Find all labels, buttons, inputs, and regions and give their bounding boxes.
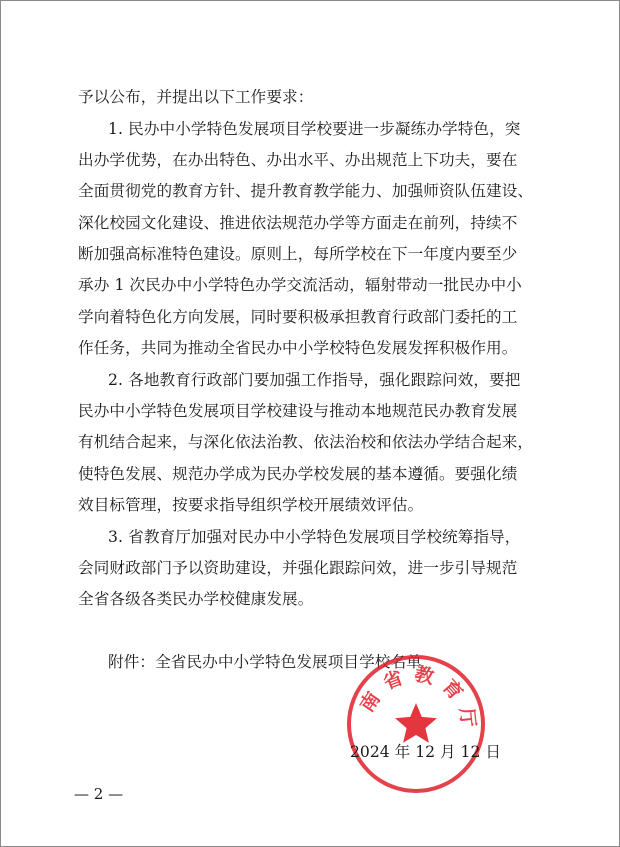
official-seal	[345, 653, 487, 795]
item-1-line-2: 出办学优势，在办出特色、办出水平、办出规范上下功夫，要在	[78, 151, 518, 169]
document-date: 2024 年 12 月 12 日	[350, 743, 501, 761]
item-3-line-3: 全省各级各类民办学校健康发展。	[78, 590, 314, 608]
item-2-line-4: 使特色发展、规范办学成为民办学校发展的基本遵循。要强化绩	[78, 465, 518, 483]
attachment-note: 附件：全省民办中小学特色发展项目学校名单	[108, 653, 422, 671]
item-2-line-2: 民办中小学特色发展项目学校建设与推动本地规范民办教育发展	[78, 402, 518, 420]
item-2-line-3: 有机结合起来，与深化依法治教、依法治校和依法办学结合起来，	[78, 433, 534, 451]
seal-star-icon	[395, 703, 437, 743]
item-2-line-1: 2. 各地教育行政部门要加强工作指导，强化跟踪问效，要把	[108, 371, 521, 389]
page-number: — 2 —	[74, 785, 124, 803]
seal-text: 南省教育厅	[355, 662, 481, 738]
item-3-line-1: 3. 省教育厅加强对民办中小学特色发展项目学校统筹指导，	[108, 528, 521, 546]
item-3-line-2: 会同财政部门予以资助建设，并强化跟踪问效，进一步引导规范	[78, 559, 518, 577]
item-1-line-8: 作任务，共同为推动全省民办中小学校特色发展发挥积极作用。	[78, 339, 518, 357]
item-1-line-6: 承办 1 次民办中小学特色办学交流活动，辐射带动一批民办中小	[78, 276, 522, 294]
item-2-line-5: 效目标管理，按要求指导组织学校开展绩效评估。	[78, 496, 424, 514]
item-1-line-3: 全面贯彻党的教育方针、提升教育教学能力、加强师资队伍建设、	[78, 182, 534, 200]
item-1-line-7: 学向着特色化方向发展，同时要积极承担教育行政部门委托的工	[78, 308, 518, 326]
item-1-line-1: 1. 民办中小学特色发展项目学校要进一步凝练办学特色，突	[108, 120, 521, 138]
item-1-line-4: 深化校园文化建设、推进依法规范办学等方面走在前列，持续不	[78, 214, 518, 232]
intro-line: 予以公布，并提出以下工作要求：	[78, 88, 314, 106]
item-1-line-5: 断加强高标准特色建设。原则上，每所学校在下一年度内要至少	[78, 245, 518, 263]
